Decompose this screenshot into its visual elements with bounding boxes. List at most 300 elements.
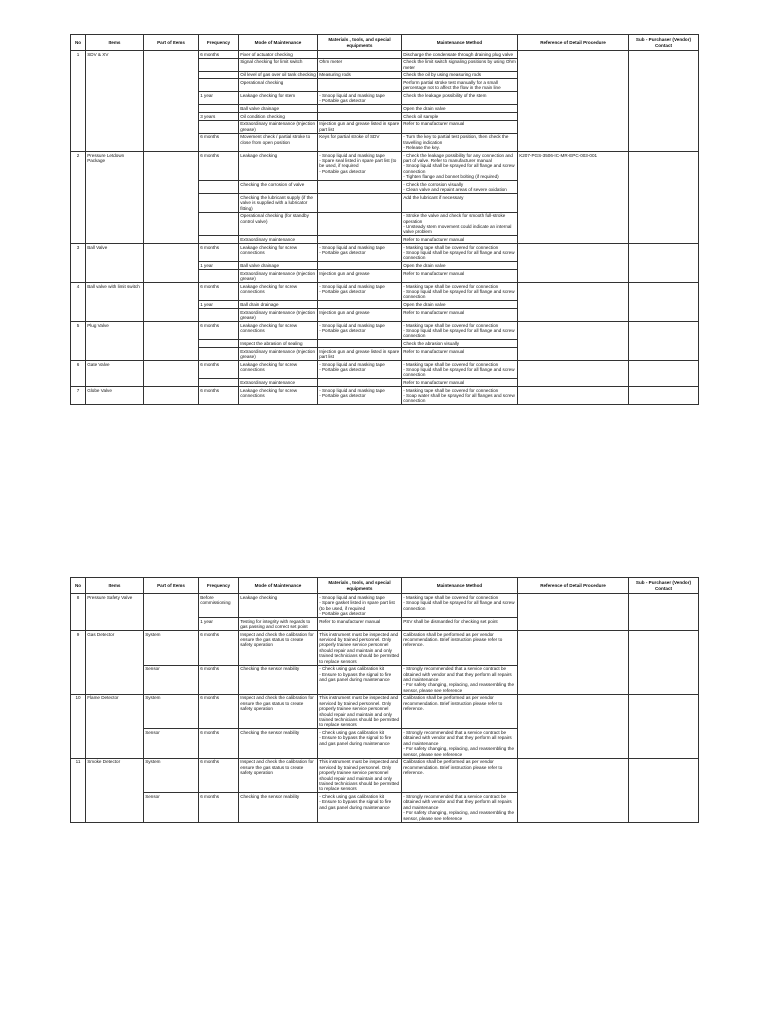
table-cell [318, 112, 402, 120]
column-header [318, 578, 402, 594]
cell-text: Refer to manufacturer manual [403, 348, 465, 354]
cell-text: Gas Detector [87, 631, 115, 637]
table-cell [318, 793, 402, 822]
table-cell [402, 194, 518, 212]
cell-text: Gate Valve [87, 361, 110, 367]
table-cell [239, 79, 318, 92]
table-cell [402, 262, 518, 270]
column-header [629, 578, 699, 594]
cell-text: PSV shall be dismantled for checking set point [403, 618, 498, 624]
maintenance-table-1 [70, 34, 699, 405]
table-cell [199, 92, 239, 105]
cell-text: 6 months [200, 387, 220, 393]
cell-text: Ball valve drainage [240, 105, 280, 111]
table-cell [629, 361, 699, 387]
table-cell [402, 340, 518, 348]
cell-text: - Snoop liquid and masking tape - Portable gas detector [319, 283, 385, 294]
table-cell [239, 133, 318, 151]
table-cell [402, 283, 518, 301]
table-cell [318, 322, 402, 340]
table-cell [318, 181, 402, 194]
cell-text: 4 [76, 283, 80, 289]
table-row [71, 151, 699, 180]
table-cell [402, 92, 518, 105]
cell-text: Flame Detector [87, 695, 119, 701]
column-header [199, 35, 239, 51]
cell-text: Add the lubricant if necessary [403, 194, 464, 200]
table-cell [318, 665, 402, 694]
cell-text: - Masking tape shall be covered for connection - Soap water shall be sprayed for all flanges and screw connection [403, 387, 515, 404]
table-cell [71, 51, 86, 152]
table-header [71, 35, 699, 51]
table-cell [199, 665, 239, 694]
table-cell [71, 151, 86, 243]
table-cell [318, 618, 402, 631]
table-cell [239, 758, 318, 793]
cell-text: Check the oil by using measuring rods [403, 72, 482, 78]
cell-text: - Masking tape shall be covered for connection - Snoop liquid shall be sprayed for all flange and screw connection [403, 594, 515, 611]
cell-text: - Stroke the valve and check for smooth full-stroke operation - Unsteady stem movement could indicate an internal valve problem [403, 213, 512, 235]
table-cell [629, 758, 699, 822]
table-cell [144, 361, 199, 387]
cell-text: 6 months [200, 631, 220, 637]
table-cell [318, 244, 402, 262]
table-cell [318, 71, 402, 79]
cell-text: Maintenance Method [436, 39, 483, 45]
table-row [71, 694, 699, 729]
table-cell [199, 270, 239, 283]
table-row [71, 283, 699, 301]
table-body [71, 51, 699, 405]
cell-text: Ball valve drainage [240, 263, 280, 268]
table-cell [199, 283, 239, 301]
table-cell [239, 181, 318, 194]
cell-text: Globe Valve [87, 387, 112, 393]
table-cell [199, 309, 239, 322]
column-header [518, 578, 629, 594]
table-cell [199, 212, 239, 236]
cell-text: 6 months [200, 152, 220, 158]
table-cell [86, 694, 144, 758]
cell-text: Open the drain valve [403, 263, 446, 268]
table-cell [199, 105, 239, 113]
cell-text: Check the limit switch signaling positions by using Ohm meter [403, 59, 516, 70]
table-cell [318, 631, 402, 666]
table-cell [402, 244, 518, 262]
table-cell [239, 92, 318, 105]
table-cell [239, 262, 318, 270]
cell-text: 1 [76, 51, 80, 57]
table-cell [518, 322, 629, 361]
table-cell [402, 212, 518, 236]
table-cell [518, 151, 629, 243]
cell-text: Refer to manufacturer manual [403, 121, 465, 127]
cell-text: - Snoop liquid and masking tape - Portable gas detector [319, 387, 385, 398]
table-cell [199, 236, 239, 244]
cell-text: K207-PGS-3506-IC-MR-EPC-003-001 [519, 152, 598, 158]
table-cell [71, 322, 86, 361]
table-cell [239, 236, 318, 244]
table-cell [239, 283, 318, 301]
cell-text: Leakage checking [240, 594, 278, 600]
table-cell [318, 212, 402, 236]
cell-text: 1 year [200, 618, 213, 624]
table-cell [518, 244, 629, 283]
cell-text: - Strongly recommended that a service contract be obtained with vendor and that they perform all repairs and maintenance - For safety changing, replacing, and reassembling the sensor, please see reference [403, 730, 515, 757]
table-cell [402, 694, 518, 729]
cell-text: This instrument must be inspected and serviced by trained personnel. Only properly trainee service personnel should repair and maintain and only trained technicians should be permitted to replace sensors [319, 631, 400, 664]
table-cell [402, 387, 518, 405]
table-cell [239, 665, 318, 694]
cell-text: Leakage checking for screw connections [240, 387, 298, 398]
table-cell [86, 758, 144, 822]
table-cell [199, 120, 239, 133]
table-cell [86, 322, 144, 361]
cell-text: Refer to manufacturer manual [319, 618, 381, 624]
cell-text: 6 months [200, 759, 220, 765]
cell-text: Refer to manufacturer manual [403, 380, 465, 385]
table-cell [402, 618, 518, 631]
cell-text: Leakage checking for screw connections [240, 322, 298, 333]
cell-text: - Masking tape shall be covered for connection - Snoop liquid shall be sprayed for all flange and screw connection [403, 244, 515, 261]
table-cell [518, 51, 629, 152]
cell-text: Plug Valve [87, 322, 109, 328]
table-cell [239, 793, 318, 822]
cell-text: - Snoop liquid and masking tape - Spare seal listed in spare part list (to be used, if required - Portable gas detector [319, 152, 397, 174]
table-cell [199, 301, 239, 309]
cell-text: Ball Valve [87, 244, 108, 250]
table-cell [402, 270, 518, 283]
table-cell [518, 387, 629, 405]
table-cell [144, 665, 199, 694]
cell-text: 6 [76, 361, 80, 367]
table-cell [318, 301, 402, 309]
table-cell [318, 283, 402, 301]
cell-text: System [145, 631, 161, 637]
table-cell [239, 340, 318, 348]
cell-text: - Turn the key to partial test position, then check the travelling indication - Release the key. [403, 134, 509, 150]
cell-text: Part of Items [157, 39, 185, 45]
table-cell [402, 729, 518, 758]
cell-text: 1 year [200, 92, 213, 98]
cell-text: 3 years [200, 113, 216, 119]
cell-text: Fixer of actuator checking [240, 51, 293, 57]
table-cell [318, 361, 402, 379]
cell-text: Before commissioning [200, 594, 231, 606]
cell-text: Testing for integrity with regards to gas passing and correct set point [240, 618, 311, 629]
table-cell [318, 694, 402, 729]
table-cell [239, 309, 318, 322]
column-header [71, 578, 86, 594]
table-cell [629, 283, 699, 322]
table-cell [199, 729, 239, 758]
cell-text: - Check the leakage possibility for any connection and part of valve. Refer to manufacturer manual - Snoop liquid shall be sprayed for all flange and screw connection - Tighten flange and bonnet bolting (if required) [403, 152, 515, 180]
cell-text: SDV & XV [87, 51, 109, 57]
table-cell [199, 379, 239, 387]
cell-text: Sensor [145, 793, 160, 799]
table-cell [86, 283, 144, 322]
table-cell [144, 51, 199, 152]
table-cell [318, 51, 402, 59]
cell-text: Leakage checking for screw connections [240, 361, 298, 372]
cell-text: 9 [76, 631, 80, 637]
table-cell [71, 361, 86, 387]
cell-text: Discharge the condensate through draining plug valve [403, 51, 514, 57]
cell-text: Smoke Detector [87, 759, 121, 765]
cell-text: - Masking tape shall be covered for connection - Snoop liquid shall be sprayed for all flange and screw connection [403, 322, 515, 339]
table-cell [71, 758, 86, 822]
table-cell [199, 348, 239, 361]
column-header [402, 578, 518, 594]
cell-text: Ball valve with limit switch [87, 283, 140, 289]
cell-text: Sub - Purchaser (Vendor) Contact [635, 580, 692, 591]
cell-text: No [74, 582, 82, 588]
cell-text: Leakage checking for screw connections [240, 244, 298, 255]
column-header [318, 35, 402, 51]
cell-text: - Check using gas calibration kit - Ensure to bypass the signal to fire and gas panel during maintenance [319, 730, 392, 746]
cell-text: Check the leakage possibility of the stem [403, 92, 487, 98]
table-cell [199, 322, 239, 340]
table-cell [199, 262, 239, 270]
cell-text: Injection gun and grease [319, 270, 370, 276]
table-cell [402, 181, 518, 194]
cell-text: Oil condition checking [240, 113, 285, 119]
table-cell [402, 112, 518, 120]
table-cell [239, 618, 318, 631]
cell-text: Open the drain valve [403, 105, 446, 111]
cell-text: 1 year [200, 302, 213, 307]
table-row [71, 387, 699, 405]
cell-text: Injection gun and grease [319, 309, 370, 315]
table-cell [199, 758, 239, 793]
table-cell [199, 151, 239, 180]
column-header [86, 35, 144, 51]
table-cell [239, 270, 318, 283]
table-cell [239, 71, 318, 79]
table-cell [199, 631, 239, 666]
cell-text: Ball drain drainage [240, 302, 279, 307]
cell-text: Check the abrasion visually [403, 341, 460, 346]
table-cell [144, 244, 199, 283]
cell-text: 5 [76, 322, 80, 328]
cell-text: Extraordinary maintenance (Injection grease) [240, 121, 316, 132]
table-cell [71, 387, 86, 405]
table-cell [144, 729, 199, 758]
table-cell [402, 151, 518, 180]
table-cell [318, 340, 402, 348]
table-cell [518, 631, 629, 695]
table-cell [144, 387, 199, 405]
cell-text: 1 year [200, 263, 213, 268]
table-cell [402, 79, 518, 92]
column-header [199, 578, 239, 594]
table-cell [318, 387, 402, 405]
table-cell [86, 631, 144, 695]
table-cell [199, 694, 239, 729]
cell-text: Keys for partial stroke of SDV [319, 134, 380, 140]
table-cell [86, 244, 144, 283]
table-cell [86, 361, 144, 387]
table-cell [86, 151, 144, 243]
cell-text: - Strongly recommended that a service contract be obtained with vendor and that they perform all repairs and maintenance - For safety changing, replacing, and reassembling the sensor, please see reference [403, 666, 515, 693]
cell-text: Checking the lubricant supply (if the valve is supplied with a lubricator fitting) [240, 194, 313, 211]
table-cell [318, 58, 402, 71]
table-cell [518, 361, 629, 387]
table-cell [629, 387, 699, 405]
column-header [71, 35, 86, 51]
table-cell [199, 194, 239, 212]
column-header [402, 35, 518, 51]
cell-text: Reference of Detail Procedure [540, 39, 606, 45]
column-header [144, 35, 199, 51]
table-row [71, 244, 699, 262]
cell-text: No [74, 39, 82, 45]
cell-text: Inspect and check the calibration for ensure the gas status to create safety operation [240, 695, 314, 712]
table-cell [239, 120, 318, 133]
table-cell [86, 51, 144, 152]
table-body [71, 594, 699, 822]
cell-text: 6 months [200, 695, 220, 701]
table-cell [629, 594, 699, 631]
table-cell [318, 133, 402, 151]
table-cell [318, 594, 402, 618]
table-cell [144, 793, 199, 822]
table-cell [402, 301, 518, 309]
cell-text: Ohm meter [319, 59, 343, 65]
cell-text: - Snoop liquid and masking tape - Portable gas detector [319, 361, 385, 372]
table-cell [144, 594, 199, 631]
table-cell [239, 301, 318, 309]
table-cell [629, 151, 699, 243]
cell-text: 3 [76, 244, 80, 250]
table-cell [199, 51, 239, 59]
table-cell [144, 283, 199, 322]
cell-text: Extraordinary maintenance [240, 237, 296, 242]
table-cell [199, 79, 239, 92]
cell-text: Refer to manufacturer manual [403, 270, 465, 276]
cell-text: 11 [75, 759, 81, 765]
table-cell [199, 387, 239, 405]
cell-text: Injection gun and grease listed in spare part list [319, 121, 400, 132]
cell-text: Items [108, 39, 121, 45]
table-cell [402, 58, 518, 71]
cell-text: Calibration shall be performed as per vendor recommendation. Brief instruction please refer to reference. [403, 631, 503, 648]
table-cell [402, 594, 518, 618]
column-header [239, 35, 318, 51]
cell-text: Pressure Letdown Package [87, 152, 125, 163]
table-cell [629, 244, 699, 283]
table-cell [402, 71, 518, 79]
cell-text: Sub - Purchaser (Vendor) Contact [635, 37, 692, 48]
cell-text: Extraordinary maintenance (Injection grease) [240, 270, 316, 281]
table-cell [318, 758, 402, 793]
cell-text: Maintenance Method [436, 582, 483, 588]
table-cell [239, 151, 318, 180]
cell-text: Refer to manufacturer manual [403, 237, 465, 242]
table-cell [239, 361, 318, 379]
cell-text: 10 [75, 695, 81, 701]
table-cell [402, 793, 518, 822]
table-cell [402, 309, 518, 322]
cell-text: 6 months [200, 361, 220, 367]
table-cell [144, 322, 199, 361]
table-cell [318, 79, 402, 92]
cell-text: 6 months [200, 283, 220, 289]
cell-text: This instrument must be inspected and serviced by trained personnel. Only properly trainee service personnel should repair and maintain and only trained technicians should be permitted to replace sensors [319, 695, 400, 728]
table-cell [239, 348, 318, 361]
table-cell [402, 133, 518, 151]
table-cell [239, 379, 318, 387]
table-cell [239, 58, 318, 71]
cell-text: Inspect the abrasion of sealing [240, 341, 303, 346]
table-cell [71, 594, 86, 631]
cell-text: This instrument must be inspected and serviced by trained personnel. Only properly trainee service personnel should repair and maintain and only trained technicians should be permitted to replace sensors [319, 759, 400, 792]
table-cell [239, 729, 318, 758]
cell-text: - Strongly recommended that a service contract be obtained with vendor and that they perform all repairs and maintenance - For safety changing, replacing, and reassembling the sensor, please see reference [403, 793, 515, 821]
cell-text: Frequency [206, 582, 231, 588]
cell-text: Mode of Maintenance [254, 582, 302, 588]
table-cell [318, 120, 402, 133]
cell-text: 6 months [200, 51, 220, 57]
table-cell [629, 51, 699, 152]
table-cell [144, 151, 199, 243]
cell-text: - Snoop liquid and masking tape - Spare gasket listed in spare part list (to be used, if required - Portable gas detector [319, 594, 395, 616]
cell-text: 8 [76, 594, 80, 600]
table-row [71, 361, 699, 379]
cell-text: 6 months [200, 730, 220, 736]
cell-text: System [145, 695, 161, 701]
table-row [71, 594, 699, 618]
table-cell [402, 105, 518, 113]
table-row [71, 631, 699, 666]
table-cell [318, 262, 402, 270]
cell-text: Sensor [145, 666, 160, 672]
cell-text: Reference of Detail Procedure [540, 582, 606, 588]
table-row [71, 758, 699, 793]
cell-text: Inspect and check the calibration for ensure the gas status to create safety operation [240, 759, 314, 776]
cell-text: System [145, 759, 161, 765]
column-header [239, 578, 318, 594]
cell-text: Injection gun and grease listed in spare part list [319, 348, 400, 359]
cell-text: Materials , tools, and special equipments [328, 580, 391, 591]
cell-text: 6 months [200, 244, 220, 250]
table-cell [199, 181, 239, 194]
table-cell [199, 71, 239, 79]
cell-text: Items [108, 582, 121, 588]
cell-text: - Check using gas calibration kit - Ensure to bypass the signal to fire and gas panel during maintenance [319, 793, 392, 810]
column-header [629, 35, 699, 51]
table-cell [318, 236, 402, 244]
cell-text: Signal checking for limit switch [240, 59, 303, 65]
cell-text: Check oil sample [403, 113, 439, 119]
table-cell [402, 51, 518, 59]
table-cell [199, 58, 239, 71]
table-cell [402, 236, 518, 244]
table-cell [402, 348, 518, 361]
cell-text: Leakage checking for screw connections [240, 283, 298, 294]
table-cell [318, 151, 402, 180]
cell-text: Operational checking [240, 79, 284, 85]
table-cell [199, 340, 239, 348]
table-cell [318, 194, 402, 212]
cell-text: - Snoop liquid and masking tape - Portable gas detector [319, 322, 385, 333]
cell-text: Sensor [145, 730, 160, 736]
table-cell [318, 309, 402, 322]
cell-text: Leakage checking [240, 152, 278, 158]
cell-text: Calibration shall be performed as per vendor recommendation. Brief instruction please refer to reference. [403, 695, 503, 712]
cell-text: 6 months [200, 793, 220, 799]
table-cell [71, 283, 86, 322]
